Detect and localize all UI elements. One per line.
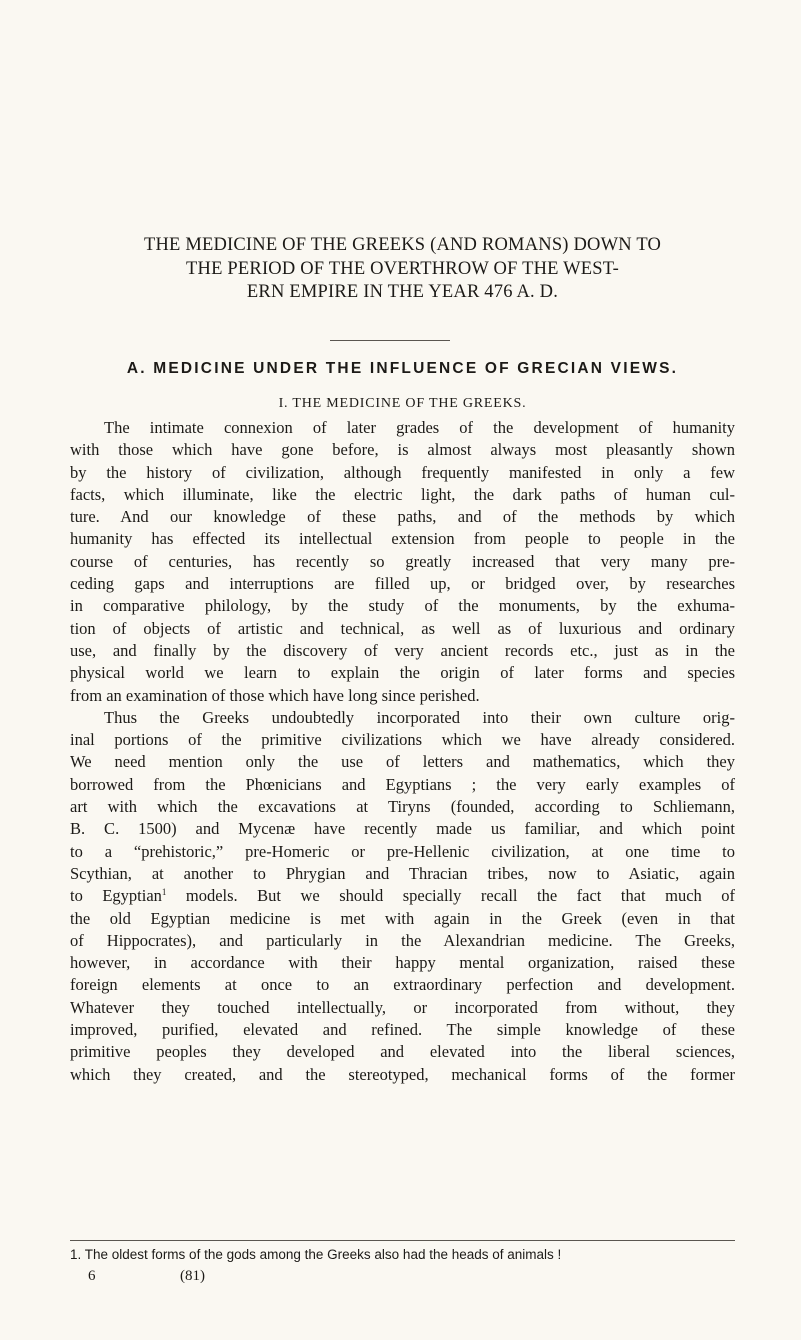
paragraph-line: We need mention only the use of letters and mathematics, which they — [70, 752, 735, 772]
line-text: to Egyptian — [70, 886, 162, 906]
paragraph-line: ture. And our knowledge of these paths, and of the methods by which — [70, 507, 735, 527]
paragraph-line: Thus the Greeks undoubtedly incorporated into their own culture orig- — [104, 707, 735, 727]
footnote-ref: 1 — [161, 887, 167, 898]
paragraph-line: facts, which illuminate, like the electric light, the dark paths of human cul- — [70, 484, 735, 504]
paragraph-line: which they created, and the stereotyped, mechanical forms of the former — [70, 1064, 735, 1084]
paragraph-line: primitive peoples they developed and elevated into the liberal sciences, — [70, 1042, 735, 1062]
paragraph-line: Whatever they touched intellectually, or incorporated from without, they — [70, 997, 735, 1017]
paragraph-line: foreign elements at once to an extraordinary perfection and development. — [70, 975, 735, 995]
paragraph-line — [70, 885, 735, 907]
section-heading: A. MEDICINE UNDER THE INFLUENCE OF GRECIAN VIEWS. — [126, 360, 679, 377]
chapter-title — [70, 234, 735, 305]
paragraph-line: use, and finally by the discovery of very ancient records etc., just as in the — [70, 640, 735, 660]
paragraph-line: borrowed from the Phœnicians and Egyptians ; the very early examples of — [70, 774, 735, 794]
paragraph-line: The intimate connexion of later grades of the development of humanity — [104, 418, 735, 437]
paragraph-line: course of centuries, has recently so greatly increased that very many pre- — [70, 551, 735, 571]
paragraph-line: in comparative philology, by the study of the monuments, by the exhuma- — [70, 596, 735, 616]
line-text: models. But we should specially recall the fact that much of — [166, 886, 735, 906]
chapter-title-line: THE PERIOD OF THE OVERTHROW OF THE WEST- — [186, 258, 619, 279]
footnote-divider — [70, 1240, 735, 1241]
body-text — [70, 417, 735, 1086]
paragraph-line: tion of objects of artistic and technical, as well as of luxurious and ordinary — [70, 618, 735, 638]
paragraph-line: physical world we learn to explain the origin of later forms and species — [70, 663, 735, 683]
paragraph-line: however, in accordance with their happy mental organization, raised these — [70, 953, 735, 973]
subsection-heading: I. THE MEDICINE OF THE GREEKS. — [278, 396, 527, 411]
paragraph-line: art with which the excavations at Tiryns (founded, according to Schliemann, — [70, 797, 735, 817]
paragraph-line: of Hippocrates), and particularly in the Alexandrian medicine. The Greeks, — [70, 930, 735, 950]
chapter-title-line: THE MEDICINE OF THE GREEKS (AND ROMANS) DOWN TO — [143, 235, 662, 255]
paragraph-line: humanity has effected its intellectual extension from people to people in the — [70, 529, 735, 549]
title-divider — [330, 340, 450, 341]
paragraph-line: B. C. 1500) and Mycenæ have recently made us familiar, and which point — [70, 819, 735, 839]
footnote: 1. The oldest forms of the gods among the Greeks also had the heads of animals ! — [70, 1247, 562, 1262]
paragraph-line: to a “prehistoric,” pre-Homeric or pre-Hellenic civilization, at one time to — [70, 841, 735, 861]
page-number: (81) — [180, 1268, 205, 1284]
paragraph-line: with those which have gone before, is almost always most pleasantly shown — [70, 440, 735, 460]
paragraph-line: improved, purified, elevated and refined. The simple knowledge of these — [70, 1020, 735, 1040]
paragraph-line: ceding gaps and interruptions are filled up, or bridged over, by researches — [70, 574, 735, 594]
chapter-title-line: ERN EMPIRE IN THE YEAR 476 A. D. — [246, 282, 559, 302]
paragraph-line: from an examination of those which have long since perished. — [70, 685, 480, 705]
paragraph-line: the old Egyptian medicine is met with again in the Greek (even in that — [70, 908, 735, 928]
paragraph-line: by the history of civilization, although frequently manifested in only a few — [70, 462, 735, 482]
signature-mark: 6 — [88, 1268, 96, 1284]
paragraph-line: inal portions of the primitive civilizations which we have already considered. — [70, 730, 735, 750]
paragraph-line: Scythian, at another to Phrygian and Thracian tribes, now to Asiatic, again — [70, 863, 735, 883]
